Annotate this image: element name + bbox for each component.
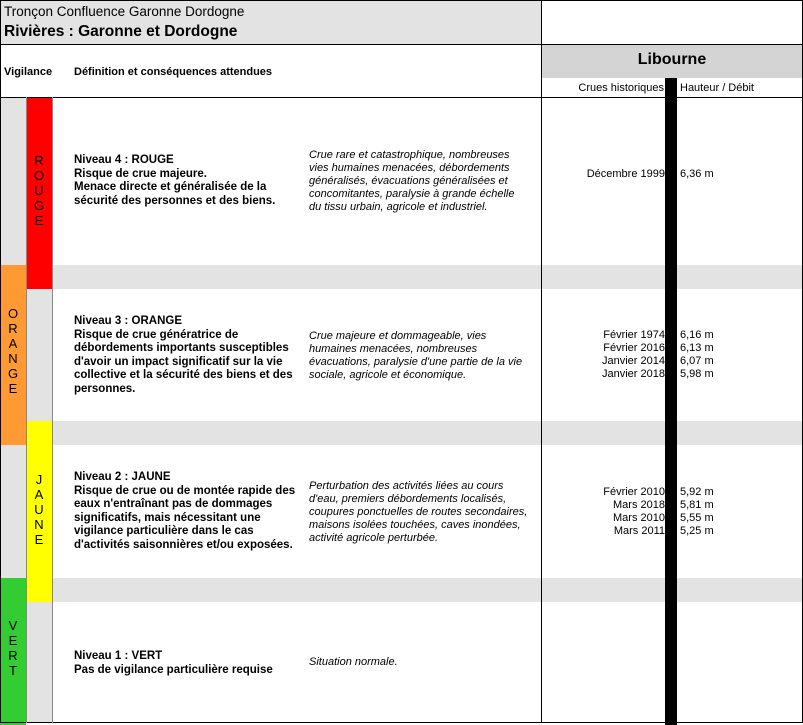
rouge-hauteurs: 6,36 m	[680, 168, 714, 180]
col-vigilance-header: Vigilance	[4, 66, 53, 78]
rouge-definition: Niveau 4 : ROUGE Risque de crue majeure. Menace directe et généralisée de la sécurité des personnes et des biens.	[74, 154, 276, 207]
header-divider	[0, 44, 803, 45]
table-border-top	[0, 0, 803, 1]
vert-letters: V E R T	[8, 618, 18, 678]
jaune-hauteurs: 5,92 m 5,81 m 5,55 m 5,25 m	[680, 486, 714, 537]
separator-band	[52, 265, 803, 289]
jaune-crues: Février 2010 Mars 2018 Mars 2010 Mars 2011	[603, 486, 665, 537]
vigilance-col-divider-2	[52, 97, 53, 723]
col-definition-header: Définition et conséquences attendues	[74, 66, 273, 78]
rouge-crues: Décembre 1999	[586, 168, 665, 180]
left-gray-strip	[0, 97, 26, 265]
orange-hauteurs: 6,16 m 6,13 m 6,07 m 5,98 m	[680, 329, 714, 380]
rouge-description: Crue rare et catastrophique, nombreuses vies humaines menacées, débordements généralisés, évacuations généralisées et concomitantes, paralysie à grande échelle du tissu urbain, agricole et industriel.	[309, 149, 515, 213]
table-border-bottom	[0, 722, 803, 723]
header-divider-lower	[0, 97, 803, 98]
vert-definition: Niveau 1 : VERT Pas de vigilance particulière requise	[74, 650, 273, 676]
orange-description: Crue majeure et dommageable, vies humaines menacées, nombreuses évacuations, paralysie d'une partie de la vie sociale, agricole et économique.	[309, 330, 523, 381]
col-hauteur-header: Hauteur / Débit	[680, 82, 754, 94]
height-scale-bar	[665, 78, 677, 725]
jaune-description: Perturbation des activités liées au cours d'eau, premiers débordements localisés, coupures ponctuelles de routes secondaires, maisons isolées touchées, caves inondées, activité agricole perturbée.	[309, 480, 528, 544]
station-name: Libourne	[637, 51, 707, 68]
col-crues-header: Crues historiques	[578, 82, 664, 94]
table-border-left	[0, 0, 1, 723]
jaune-letters: J A U N E	[34, 472, 44, 547]
jaune-definition: Niveau 2 : JAUNE Risque de crue ou de montée rapide des eaux n'entraînant pas de dommages significatifs, mais nécessitant une vigilance particulière dans le cas d'activités saisonnières et/ou exposées.	[74, 471, 296, 551]
orange-letters: O R A N G E	[7, 306, 19, 396]
rouge-letters: R O U G E	[33, 153, 45, 228]
rivers-title: Rivières : Garonne et Dordogne	[4, 23, 238, 40]
vigilance-col-divider	[26, 97, 27, 723]
section-title: Tronçon Confluence Garonne Dordogne	[4, 4, 245, 19]
left-gray-strip-lower	[0, 445, 26, 578]
vert-description: Situation normale.	[309, 656, 398, 668]
orange-definition: Niveau 3 : ORANGE Risque de crue génératrice de débordements importants susceptibles d'avoir un impact significatif sur la vie collective et la sécurité des biens et des personnes.	[74, 315, 293, 395]
separator-band	[52, 421, 803, 445]
column-divider	[541, 0, 542, 723]
separator-band	[52, 578, 803, 602]
orange-crues: Février 1974 Février 2016 Janvier 2014 Janvier 2018	[602, 329, 665, 380]
